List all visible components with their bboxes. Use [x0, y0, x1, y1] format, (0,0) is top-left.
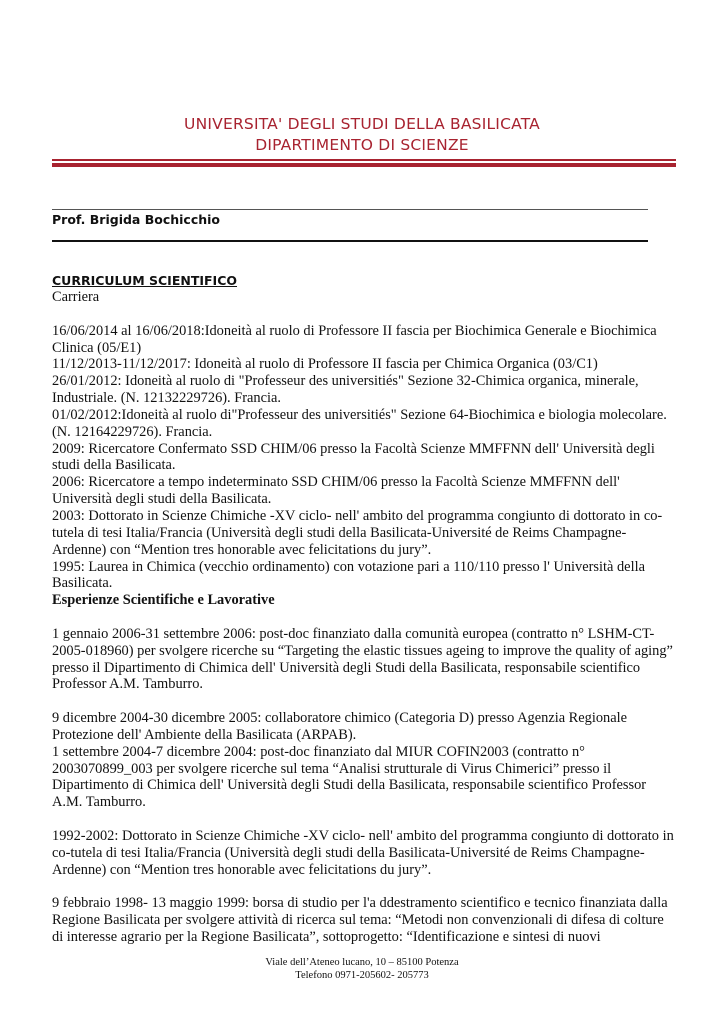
career-heading: Carriera — [52, 289, 100, 305]
section-title: CURRICULUM SCIENTIFICO — [52, 273, 238, 288]
name-bottom-rule — [52, 240, 648, 242]
footer-address: Viale dell’Ateneo lucano, 10 – 85100 Potenza — [265, 957, 459, 968]
career-item: 2003: Dottorato in Scienze Chimiche -XV ciclo- nell' ambito del programma congiunto di dottorato in co-tutela di tesi Italia/Francia (Università degli studi della Basilicata-Université de Reims Champagne-Ardenne) con “Mention tres honorable avec felicitations du jury”. — [52, 507, 663, 558]
footer-phone: Telefono 0971-205602- 205773 — [295, 970, 429, 981]
experience-paragraph: 9 dicembre 2004-30 dicembre 2005: collaboratore chimico (Categoria D) presso Agenzia Regionale Protezione dell' Ambiente della Basilicata (ARPAB). — [52, 710, 628, 743]
spacer — [52, 306, 676, 323]
career-item: 26/01/2012: Idoneità al ruolo di "Professeur des universitiés" Sezione 32-Chimica organica, minerale, Industriale. (N. 12132229726). Francia. — [52, 373, 639, 407]
university-header — [0, 114, 724, 156]
career-item: 2009: Ricercatore Confermato SSD CHIM/06 presso la Facoltà Scienze MMFFNN dell' Università degli studi della Basilicata. — [52, 440, 655, 474]
department-name: DIPARTIMENTO DI SCIENZE — [255, 136, 469, 154]
cv-body — [52, 289, 676, 946]
career-item: 11/12/2013-11/12/2017: Idoneità al ruolo di Professore II fascia per Chimica Organica (03/C1) — [52, 356, 598, 373]
career-item: 1995: Laurea in Chimica (vecchio ordinamento) con votazione pari a 110/110 presso l' Università della Basilicata. — [52, 558, 645, 592]
spacer — [52, 693, 676, 710]
university-name: UNIVERSITA' DEGLI STUDI DELLA BASILICATA — [184, 115, 540, 133]
experience-heading: Esperienze Scientifiche e Lavorative — [52, 592, 275, 609]
experience-paragraph: 1 gennaio 2006-31 settembre 2006: post-doc finanziato dalla comunità europea (contratto n° LSHM-CT-2005-018960) per svolgere ricerche su “Targeting the elastic tissues ageing to improve the quality of aging” presso il Dipartimento di Chimica dell' Università degli Studi della Basilicata, responsabile scientifico Professor A.M. Tamburro. — [52, 625, 673, 693]
career-item: 16/06/2014 al 16/06/2018:Idoneità al ruolo di Professore II fascia per Biochimica Generale e Biochimica Clinica (05/E1) — [52, 322, 657, 356]
experience-paragraph: 9 febbraio 1998- 13 maggio 1999: borsa di studio per l'a ddestramento scientifico e tecnico finanziata dalla Regione Basilicata per svolgere attività di ricerca sul tema: “Metodi non convenzionali di difesa di colture di interesse agrario per la Regione Basilicata”, sottoprogetto: “Identificazione e sintesi di nuovi — [52, 895, 668, 946]
name-top-rule — [52, 209, 648, 210]
spacer — [52, 879, 676, 896]
career-item: 2006: Ricercatore a tempo indeterminato SSD CHIM/06 presso la Facoltà Scienze MMFFNN dell' Università degli studi della Basilicata. — [52, 474, 620, 508]
spacer — [52, 609, 676, 626]
career-item: 01/02/2012:Idoneità al ruolo di"Professeur des universitiés" Sezione 64-Biochimica e biologia molecolare. (N. 12164229726). Francia. — [52, 406, 667, 440]
professor-name: Prof. Brigida Bochicchio — [52, 212, 221, 227]
experience-paragraph: 1992-2002: Dottorato in Scienze Chimiche -XV ciclo- nell' ambito del programma congiunto di dottorato in co-tutela di tesi Italia/Francia (Università degli studi della Basilicata-Université de Reims Champagne-Ardenne) con “Mention tres honorable avec felicitations du jury”. — [52, 828, 674, 878]
header-rule-bottom — [52, 163, 676, 167]
header-rule-top — [52, 159, 676, 161]
spacer — [52, 811, 676, 828]
experience-paragraph: 1 settembre 2004-7 dicembre 2004: post-doc finanziato dal MIUR COFIN2003 (contratto n° 2003070899_003 per svolgere ricerche sul tema “Analisi strutturale di Virus Chimerici” presso il Dipartimento di Chimica dell' Università degli Studi della Basilicata, responsabile scientifico Professor A.M. Tamburro. — [52, 743, 647, 811]
page-footer — [0, 956, 724, 982]
